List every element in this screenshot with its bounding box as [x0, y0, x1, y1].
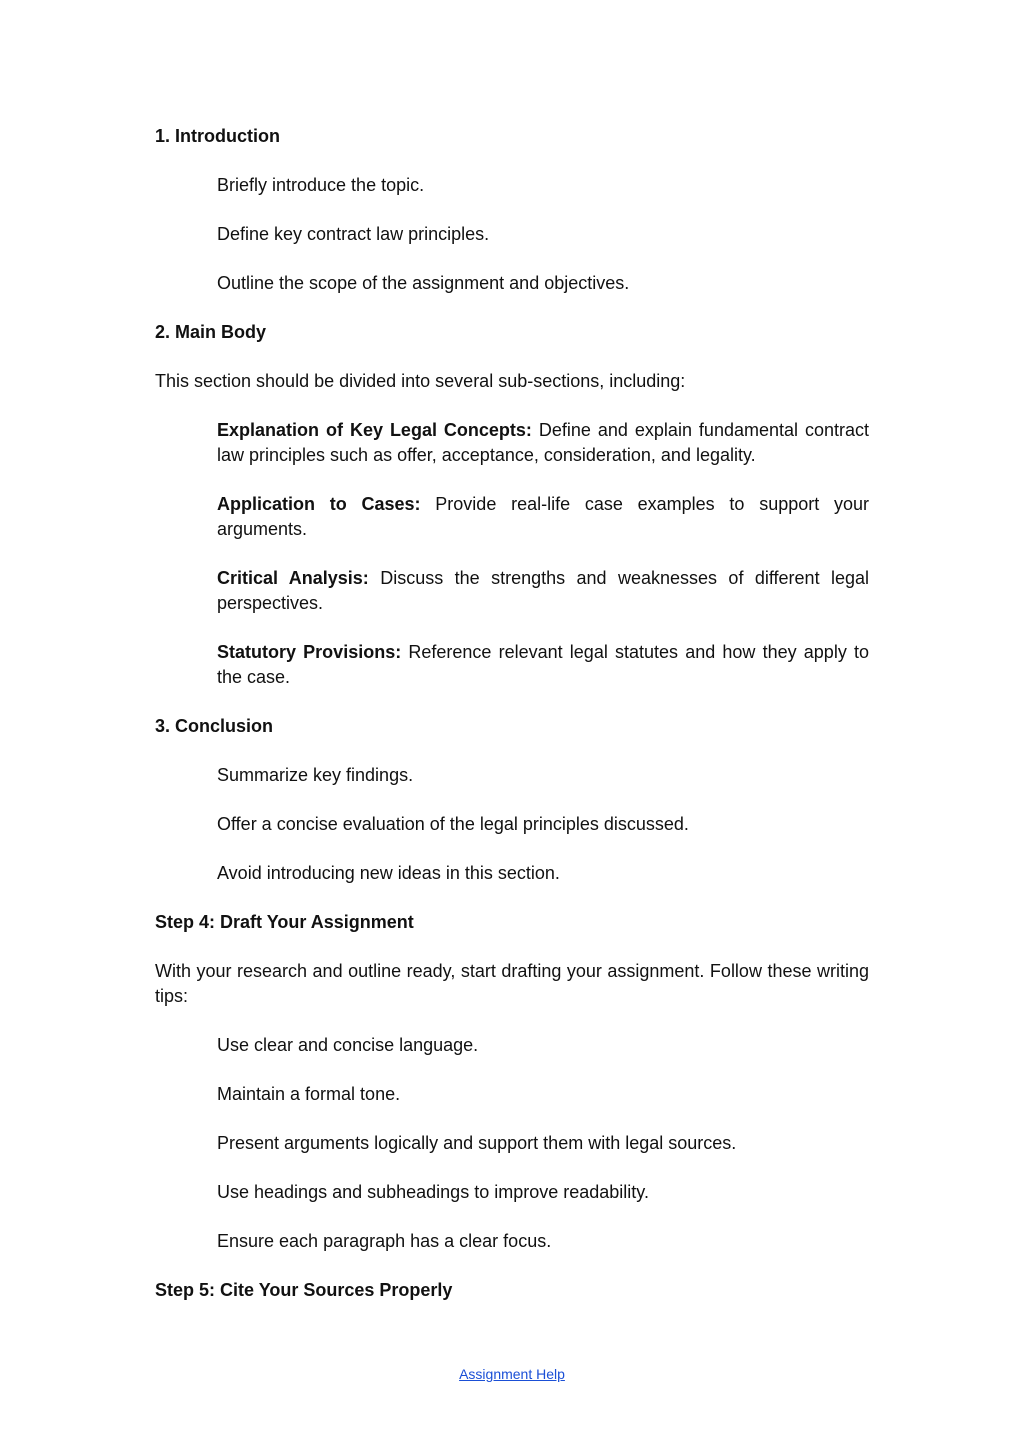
subsection-item — [217, 418, 869, 468]
section-lead: With your research and outline ready, start drafting your assignment. Follow these writing tips: — [155, 961, 869, 1006]
subsection-text: Discuss the strengths and weaknesses of different legal perspectives. — [217, 568, 870, 613]
list-item: Offer a concise evaluation of the legal principles discussed. — [217, 814, 689, 834]
subsection-term: Explanation of Key Legal Concepts: — [217, 420, 532, 440]
subsection-item — [217, 492, 869, 542]
list-item: Summarize key findings. — [217, 765, 414, 785]
list-item: Use clear and concise language. — [217, 1035, 479, 1055]
list-item: Outline the scope of the assignment and objectives. — [217, 273, 630, 293]
subsection-text: Define and explain fundamental contract law principles such as offer, acceptance, consideration, and legality. — [217, 420, 869, 465]
section-heading-conclusion: 3. Conclusion — [155, 716, 274, 736]
section-heading-step4: Step 4: Draft Your Assignment — [155, 912, 414, 932]
list-item: Avoid introducing new ideas in this section. — [217, 863, 560, 883]
section-heading-main-body: 2. Main Body — [155, 322, 267, 342]
section-heading-step5: Step 5: Cite Your Sources Properly — [155, 1280, 453, 1300]
subsection-term: Statutory Provisions: — [217, 642, 402, 662]
list-item: Ensure each paragraph has a clear focus. — [217, 1231, 552, 1251]
subsection-term: Application to Cases: — [217, 494, 421, 514]
list-item: Define key contract law principles. — [217, 224, 490, 244]
section-lead: This section should be divided into several sub-sections, including: — [155, 371, 686, 391]
subsection-text: Provide real-life case examples to support your arguments. — [217, 494, 870, 539]
list-item: Maintain a formal tone. — [217, 1084, 401, 1104]
subsection-item — [217, 640, 869, 690]
list-item: Present arguments logically and support them with legal sources. — [217, 1133, 737, 1153]
list-item: Use headings and subheadings to improve readability. — [217, 1182, 649, 1202]
document-content — [155, 124, 869, 1327]
section-heading-introduction: 1. Introduction — [155, 126, 280, 146]
subsection-text: Reference relevant legal statutes and how they apply to the case. — [217, 642, 869, 687]
page-footer — [0, 1366, 1024, 1382]
list-item: Briefly introduce the topic. — [217, 175, 425, 195]
assignment-help-link[interactable]: Assignment Help — [459, 1366, 565, 1382]
subsection-item — [217, 566, 869, 616]
subsection-term: Critical Analysis: — [217, 568, 369, 588]
